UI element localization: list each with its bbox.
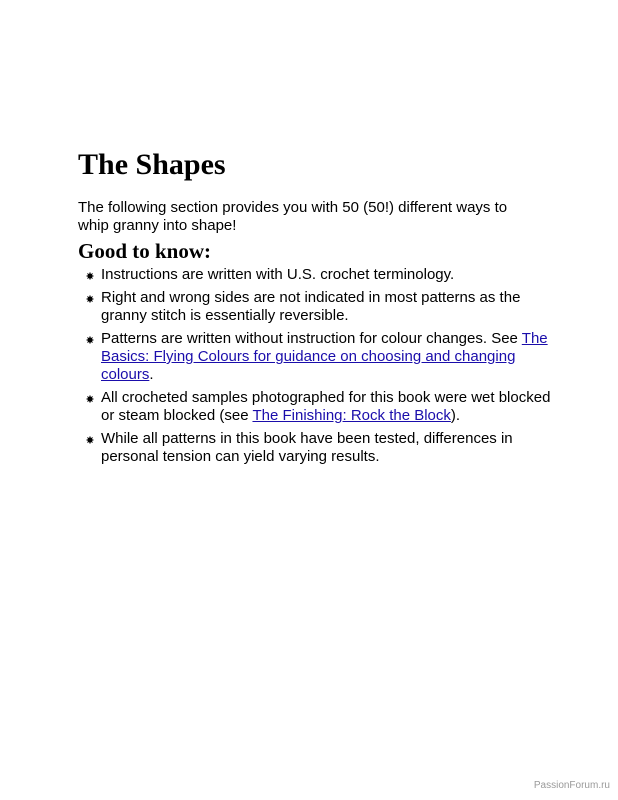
list-item-text-end: . — [149, 366, 154, 383]
list-item-text: Instructions are written with U.S. crochet terminology. — [101, 266, 455, 283]
page-title: The Shapes — [78, 148, 226, 181]
rock-the-block-link[interactable]: The Finishing: Rock the Block — [252, 407, 451, 424]
list-item-text: All crocheted samples photographed for this book were wet blocked or steam blocked (see — [101, 389, 551, 424]
tips-list — [86, 266, 556, 471]
starburst-bullet-icon — [86, 295, 94, 303]
flying-colours-link[interactable]: The Basics: Flying Colours for guidance on choosing and changing colours — [101, 330, 548, 383]
starburst-bullet-icon — [86, 336, 94, 344]
list-item — [86, 389, 556, 425]
starburst-bullet-icon — [86, 272, 94, 280]
list-item-text-end: ). — [450, 407, 461, 424]
list-item-text: Right and wrong sides are not indicated in most patterns as the granny stitch is essentially reversible. — [101, 289, 521, 324]
good-to-know-heading: Good to know: — [78, 239, 212, 263]
starburst-bullet-icon — [86, 436, 94, 444]
list-item-text: Patterns are written without instruction for colour changes. See — [101, 330, 522, 347]
list-item — [86, 330, 556, 384]
list-item — [86, 266, 556, 284]
watermark: PassionForum.ru — [533, 780, 610, 791]
list-item — [86, 289, 556, 325]
starburst-bullet-icon — [86, 395, 94, 403]
list-item — [86, 430, 556, 466]
list-item-text: While all patterns in this book have been tested, differences in personal tension can yield varying results. — [101, 430, 513, 465]
intro-paragraph: The following section provides you with 50 (50!) different ways to whip granny into shape! — [78, 199, 508, 234]
